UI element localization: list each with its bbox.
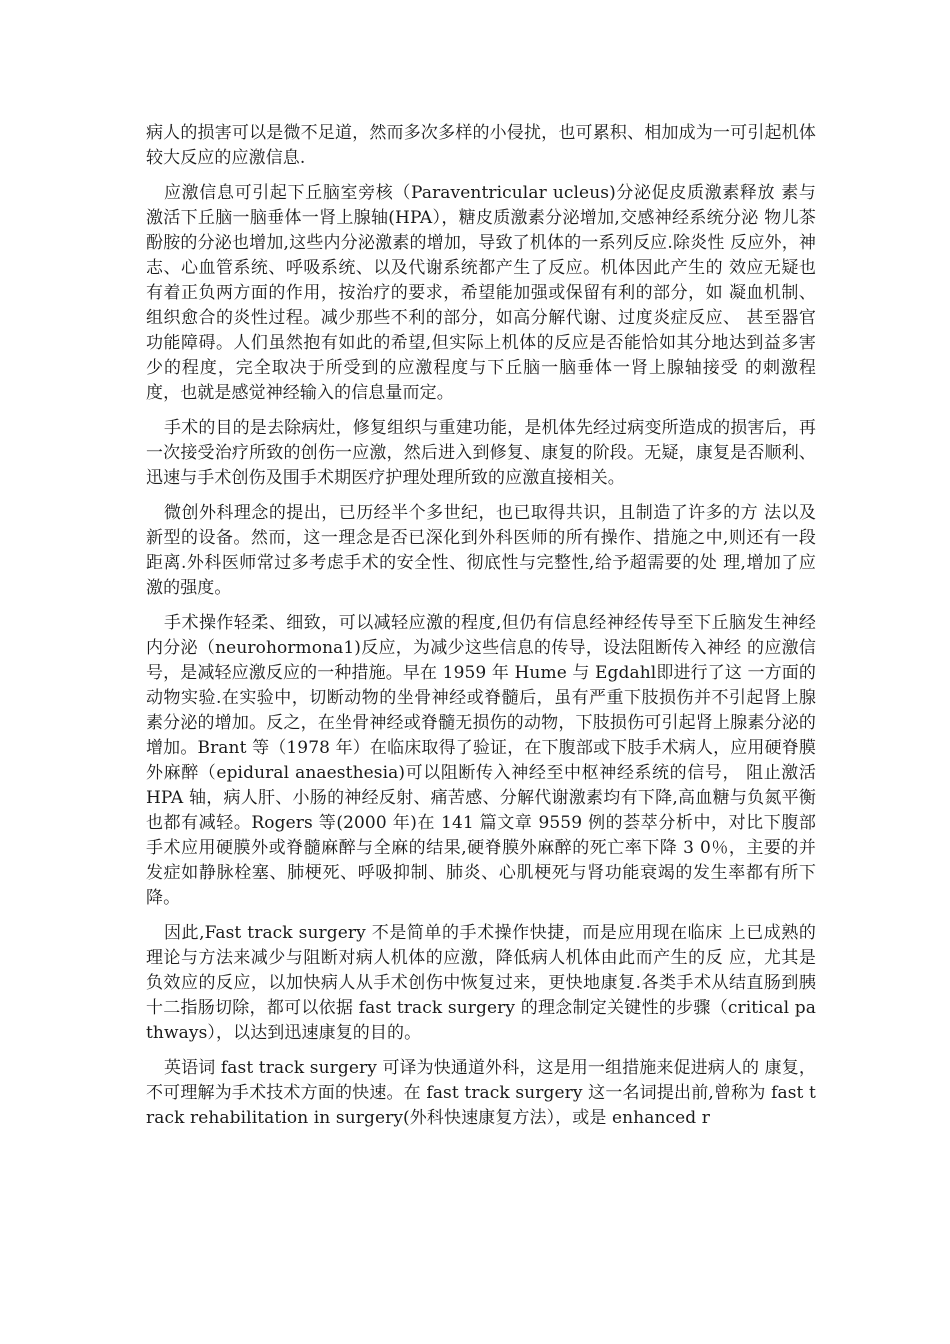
paragraph-fast-track-concept: 因此,Fast track surgery 不是简单的手术操作快捷，而是应用现在临床 上已成熟的理论与方法来减少与阻断对病人机体的应激，降低病人机体由此而产生的反 应，尤其是负效应的反应，以加快病人从手术创伤中恢复过来，更快地康复.各类手术从结直肠到胰十二指肠切除，都可以依据 fast track surgery 的理念制定关键性的步骤（critical pathways），以达到迅速康复的目的。 xyxy=(146,923,816,1043)
paragraph-surgery-purpose: 手术的目的是去除病灶，修复组织与重建功能，是机体先经过病变所造成的损害后，再一次接受治疗所致的创伤一应激，然后进入到修复、康复的阶段。无疑，康复是否顺利、迅速与手术创伤及围手术期医疗护理处理所致的应激直接相关。 xyxy=(146,418,816,488)
document-body xyxy=(146,121,816,1141)
paragraph-nerve-blocking: 手术操作轻柔、细致，可以减轻应激的程度,但仍有信息经神经传导至下丘脑发生神经内分泌（neurohormona1)反应，为减少这些信息的传导，设法阻断传入神经 的应激信号，是减轻应激反应的一种措施。早在 1959 年 Hume 与 Egdahl即进行了这 一方面的动物实验.在实验中，切断动物的坐骨神经或脊髓后，虽有严重下肢损伤并不引起肾上腺素分泌的增加。反之，在坐骨神经或脊髓无损伤的动物，下肢损伤可引起肾上腺素分泌的增加。Brant 等（1978 年）在临床取得了验证，在下腹部或下肢手术病人，应用硬脊膜外麻醉（epidural anaesthesia)可以阻断传入神经至中枢神经系统的信号， 阻止激活 HPA 轴，病人肝、小肠的神经反射、痛苦感、分解代谢激素均有下降,高血糖与负氮平衡也都有减轻。Rogers 等(2000 年)在 141 篇文章 9559 例的荟萃分析中，对比下腹部手术应用硬膜外或脊髓麻醉与全麻的结果,硬脊膜外麻醉的死亡率下降 3 0％，主要的并发症如静脉栓塞、肺梗死、呼吸抑制、肺炎、心肌梗死与肾功能衰竭的发生率都有所下降。 xyxy=(146,613,816,908)
paragraph-minimally-invasive: 微创外科理念的提出，已历经半个多世纪，也已取得共识，且制造了许多的方 法以及新型的设备。然而，这一理念是否已深化到外科医师的所有操作、措施之中,则还有一段距离.外科医师常过多考虑手术的安全性、彻底性与完整性,给予超需要的处 理,增加了应激的强度。 xyxy=(146,503,816,598)
paragraph-intro: 病人的损害可以是微不足道，然而多次多样的小侵扰，也可累积、相加成为一可引起机体较大反应的应激信息. xyxy=(146,123,816,168)
paragraph-terminology: 英语词 fast track surgery 可译为快通道外科，这是用一组措施来促进病人的 康复，不可理解为手术技术方面的快速。在 fast track surgery 这一名词提出前,曾称为 fast track rehabilitation in surgery(外科快速康复方法），或是 enhanced r xyxy=(146,1058,816,1128)
paragraph-stress-signal: 应激信息可引起下丘脑室旁核（Paraventricular ucleus)分泌促皮质激素释放 素与激活下丘脑一脑垂体一肾上腺轴(HPA），糖皮质激素分泌增加,交感神经系统分泌 物儿茶酚胺的分泌也增加,这些内分泌激素的增加，导致了机体的一系列反应.除炎性 反应外，神志、心血管系统、呼吸系统、以及代谢系统都产生了反应。机体因此产生的 效应无疑也有着正负两方面的作用，按治疗的要求，希望能加强或保留有利的部分，如 凝血机制、组织愈合的炎性过程。减少那些不利的部分，如高分解代谢、过度炎症反应、 甚至器官功能障碍。人们虽然抱有如此的希望,但实际上机体的反应是否能恰如其分地达到益多害少的程度，完全取决于所受到的应激程度与下丘脑一脑垂体一肾上腺轴接受 的刺激程度，也就是感觉神经输入的信息量而定。 xyxy=(146,183,816,403)
